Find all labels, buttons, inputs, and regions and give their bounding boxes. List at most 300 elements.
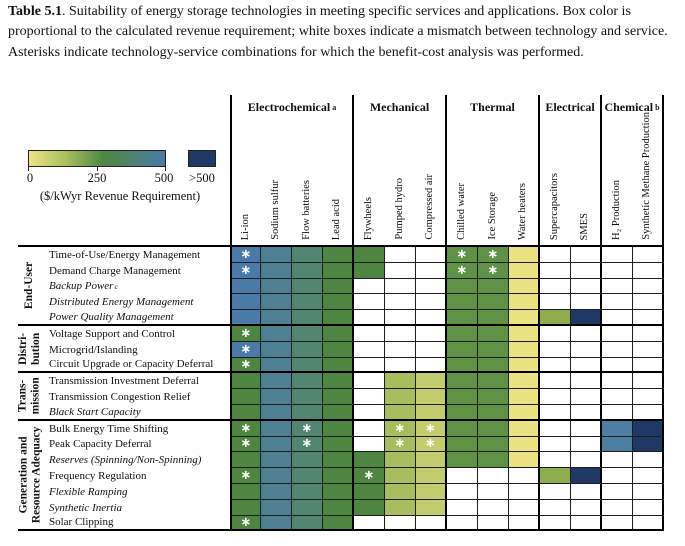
- matrix-cell: [230, 516, 261, 532]
- matrix-cell: [230, 279, 261, 295]
- matrix-cell: [416, 310, 447, 326]
- matrix-cell: [602, 405, 633, 421]
- row-label: Transmission Investment Deferral: [49, 375, 199, 388]
- column-header-label: Supercapacitors: [549, 172, 561, 240]
- matrix-cell: [292, 452, 323, 468]
- matrix-cell: [633, 389, 664, 405]
- group-label: [18, 326, 42, 373]
- column-header: [261, 119, 292, 247]
- matrix-cell: [478, 326, 509, 342]
- matrix-cell: [323, 452, 354, 468]
- asterisk-marker: ∗: [240, 436, 252, 452]
- matrix-cell: [230, 437, 261, 453]
- matrix-cell: [571, 421, 602, 437]
- asterisk-marker: ∗: [240, 420, 252, 436]
- matrix-cell: [509, 405, 540, 421]
- matrix-cell: [261, 452, 292, 468]
- matrix-cell: [261, 326, 292, 342]
- matrix-cell: [602, 342, 633, 358]
- matrix-cell: [509, 468, 540, 484]
- matrix-cell: [385, 342, 416, 358]
- group-label: [18, 247, 42, 326]
- category-header: Thermal: [447, 95, 540, 119]
- column-header: [230, 119, 261, 247]
- matrix-cell: [416, 389, 447, 405]
- table-caption: [8, 2, 678, 63]
- matrix-cell: [509, 484, 540, 500]
- matrix-cell: [385, 405, 416, 421]
- matrix-cell: [540, 516, 571, 532]
- matrix-cell: [292, 405, 323, 421]
- matrix-cell: [261, 342, 292, 358]
- matrix-cell: [230, 452, 261, 468]
- matrix-cell: [323, 405, 354, 421]
- matrix-cell: [323, 263, 354, 279]
- matrix-cell: [354, 484, 385, 500]
- matrix-cell: [602, 263, 633, 279]
- table-caption-number: Table 5.1: [8, 4, 62, 19]
- matrix-cell: [633, 263, 664, 279]
- matrix-cell: [602, 326, 633, 342]
- matrix-cell: [571, 279, 602, 295]
- matrix-cell: [230, 468, 261, 484]
- matrix-cell: [261, 358, 292, 374]
- matrix-cell: [478, 294, 509, 310]
- matrix-cell: [571, 310, 602, 326]
- matrix-cell: [385, 247, 416, 263]
- matrix-cell: [633, 452, 664, 468]
- column-header: [602, 119, 633, 247]
- matrix-cell: [292, 516, 323, 532]
- asterisk-marker: ∗: [301, 420, 313, 436]
- legend-label-min: 0: [26, 171, 34, 185]
- legend-label-mid: 250: [87, 171, 107, 185]
- matrix-cell: [261, 437, 292, 453]
- table-caption-text: . Suitability of energy storage technologies in meeting specific services and applications. Box color is proportional to the calculated revenue requirement; white boxes indicate a mismatch between technology and service. Asterisks indicate technology-service combinations for which the benefit-cost analysis was performed.: [8, 4, 668, 60]
- matrix-cell: [385, 263, 416, 279]
- matrix-cell: [230, 373, 261, 389]
- matrix-cell: [602, 421, 633, 437]
- matrix-cell: [478, 358, 509, 374]
- column-header-label: Flow batteries: [301, 180, 313, 240]
- matrix-cell: [292, 310, 323, 326]
- matrix-cell: [602, 516, 633, 532]
- column-header: [540, 119, 571, 247]
- matrix-cell: [323, 500, 354, 516]
- matrix-cell: [540, 310, 571, 326]
- column-header-label: Lead acid: [331, 198, 343, 240]
- matrix-cell: [633, 468, 664, 484]
- matrix-cell: [385, 516, 416, 532]
- matrix-cell: [292, 500, 323, 516]
- matrix-cell: [261, 484, 292, 500]
- matrix-cell: [354, 452, 385, 468]
- matrix-cell: [633, 326, 664, 342]
- matrix-cell: [540, 389, 571, 405]
- matrix-cell: [509, 421, 540, 437]
- asterisk-marker: ∗: [240, 356, 252, 372]
- matrix-cell: [540, 263, 571, 279]
- matrix-cell: [478, 484, 509, 500]
- matrix-cell: [261, 516, 292, 532]
- row-label: Transmission Congestion Relief: [49, 391, 191, 404]
- matrix-cell: [416, 484, 447, 500]
- column-header-label: Flywheels: [363, 196, 375, 240]
- matrix-cell: [354, 389, 385, 405]
- matrix-cell: [292, 468, 323, 484]
- matrix-cell: [540, 437, 571, 453]
- matrix-cell: [323, 310, 354, 326]
- asterisk-marker: ∗: [456, 246, 468, 262]
- matrix-cell: [416, 437, 447, 453]
- matrix-cell: [354, 310, 385, 326]
- asterisk-marker: ∗: [363, 468, 375, 484]
- matrix-cell: [540, 484, 571, 500]
- matrix-cell: [230, 342, 261, 358]
- group-label-text: Trans- mission: [17, 377, 43, 415]
- matrix-cell: [509, 342, 540, 358]
- row-label: Synthetic Inertia: [49, 501, 123, 514]
- row-label: Solar Clipping: [42, 516, 230, 532]
- matrix-cell: [509, 326, 540, 342]
- matrix-cell: [292, 389, 323, 405]
- matrix-cell: [385, 310, 416, 326]
- matrix-cell: [509, 263, 540, 279]
- matrix-cell: [633, 405, 664, 421]
- matrix-cell: [509, 516, 540, 532]
- row-label: Bulk Energy Time Shifting: [49, 422, 169, 435]
- matrix-cell: [509, 500, 540, 516]
- matrix-cell: [261, 310, 292, 326]
- column-header: [385, 119, 416, 247]
- matrix-cell: [509, 310, 540, 326]
- matrix-cell: [323, 342, 354, 358]
- matrix-cell: [540, 421, 571, 437]
- matrix-cell: [416, 500, 447, 516]
- matrix-cell: [602, 484, 633, 500]
- matrix-cell: [230, 263, 261, 279]
- matrix-cell: [447, 263, 478, 279]
- asterisk-marker: ∗: [425, 436, 436, 452]
- matrix-cell: [354, 279, 385, 295]
- category-header: Mechanical: [354, 95, 447, 119]
- matrix-cell: [447, 500, 478, 516]
- matrix-cell: [540, 279, 571, 295]
- matrix-cell: [292, 421, 323, 437]
- matrix-cell: [571, 342, 602, 358]
- matrix-cell: [230, 405, 261, 421]
- column-header: [323, 119, 354, 247]
- column-header-label: Sodium sulfur: [270, 180, 282, 240]
- matrix-cell: [478, 389, 509, 405]
- column-header: [571, 119, 602, 247]
- matrix-cell: [633, 516, 664, 532]
- matrix-cell: [354, 326, 385, 342]
- matrix-cell: [261, 373, 292, 389]
- suitability-matrix: [18, 95, 664, 531]
- matrix-cell: [447, 468, 478, 484]
- matrix-cell: [416, 358, 447, 374]
- matrix-cell: [447, 421, 478, 437]
- matrix-cell: [385, 294, 416, 310]
- matrix-cell: [416, 516, 447, 532]
- matrix-cell: [416, 326, 447, 342]
- row-label: Peak Capacity Deferral: [49, 438, 152, 451]
- row-label: Distributed Energy Management: [49, 296, 194, 309]
- matrix-cell: [509, 389, 540, 405]
- row-label: Power Quality Management: [42, 310, 230, 326]
- asterisk-marker: ∗: [456, 262, 468, 278]
- matrix-cell: [261, 389, 292, 405]
- matrix-cell: [478, 405, 509, 421]
- matrix-cell: [447, 437, 478, 453]
- matrix-cell: [416, 452, 447, 468]
- asterisk-marker: ∗: [487, 246, 499, 262]
- matrix-cell: [478, 310, 509, 326]
- asterisk-marker: ∗: [240, 325, 252, 341]
- matrix-cell: [416, 405, 447, 421]
- asterisk-marker: ∗: [240, 246, 252, 262]
- column-header-label: Chilled water: [456, 183, 468, 240]
- matrix-cell: [261, 421, 292, 437]
- matrix-cell: [478, 373, 509, 389]
- matrix-cell: [633, 437, 664, 453]
- matrix-cell: [602, 247, 633, 263]
- matrix-cell: [323, 294, 354, 310]
- matrix-cell: [323, 437, 354, 453]
- matrix-cell: [416, 342, 447, 358]
- matrix-cell: [354, 247, 385, 263]
- matrix-cell: [447, 342, 478, 358]
- matrix-cell: [323, 468, 354, 484]
- matrix-cell: [323, 247, 354, 263]
- matrix-cell: [447, 389, 478, 405]
- matrix-cell: [571, 294, 602, 310]
- matrix-cell: [292, 342, 323, 358]
- column-header: [292, 119, 323, 247]
- matrix-cell: [416, 373, 447, 389]
- matrix-cell: [292, 326, 323, 342]
- matrix-cell: [571, 247, 602, 263]
- column-header: [509, 119, 540, 247]
- matrix-cell: [602, 358, 633, 374]
- matrix-cell: [478, 263, 509, 279]
- matrix-cell: [447, 452, 478, 468]
- column-header-label: Pumped hydro: [394, 178, 406, 240]
- matrix-cell: [602, 389, 633, 405]
- matrix-cell: [354, 437, 385, 453]
- matrix-cell: [447, 294, 478, 310]
- matrix-cell: [571, 389, 602, 405]
- matrix-cell: [385, 437, 416, 453]
- column-header: [447, 119, 478, 247]
- asterisk-marker: ∗: [487, 262, 499, 278]
- legend-label-over: >500: [189, 171, 215, 185]
- matrix-cell: [323, 516, 354, 532]
- matrix-cell: [292, 358, 323, 374]
- matrix-cell: [509, 452, 540, 468]
- row-label: Black Start Capacity: [42, 405, 230, 421]
- group-label: [18, 373, 42, 420]
- matrix-cell: [385, 500, 416, 516]
- matrix-cell: [571, 263, 602, 279]
- category-header: Electrical: [540, 95, 602, 119]
- matrix-cell: [509, 294, 540, 310]
- matrix-cell: [230, 310, 261, 326]
- row-label: Reserves (Spinning/Non-Spinning): [49, 454, 202, 467]
- column-header: [416, 119, 447, 247]
- matrix-cell: [385, 279, 416, 295]
- matrix-cell: [416, 468, 447, 484]
- group-label: [18, 421, 42, 532]
- row-label: Voltage Support and Control: [49, 327, 175, 340]
- matrix-cell: [478, 500, 509, 516]
- matrix-cell: [230, 247, 261, 263]
- matrix-cell: [602, 468, 633, 484]
- matrix-cell: [416, 279, 447, 295]
- matrix-cell: [571, 500, 602, 516]
- matrix-cell: [509, 247, 540, 263]
- matrix-cell: [633, 247, 664, 263]
- matrix-cell: [571, 452, 602, 468]
- matrix-cell: [540, 342, 571, 358]
- matrix-cell: [633, 421, 664, 437]
- matrix-cell: [478, 452, 509, 468]
- matrix-cell: [385, 484, 416, 500]
- matrix-cell: [354, 294, 385, 310]
- matrix-cell: [478, 342, 509, 358]
- matrix-cell: [292, 247, 323, 263]
- matrix-cell: [602, 452, 633, 468]
- matrix-cell: [292, 484, 323, 500]
- matrix-cell: [540, 373, 571, 389]
- matrix-cell: [540, 468, 571, 484]
- matrix-cell: [292, 294, 323, 310]
- matrix-cell: [385, 389, 416, 405]
- matrix-cell: [633, 310, 664, 326]
- matrix-cell: [416, 247, 447, 263]
- matrix-cell: [633, 294, 664, 310]
- matrix-cell: [230, 484, 261, 500]
- matrix-cell: [230, 294, 261, 310]
- matrix-cell: [447, 373, 478, 389]
- matrix-cell: [540, 326, 571, 342]
- matrix-cell: [323, 279, 354, 295]
- matrix-cell: [385, 468, 416, 484]
- matrix-cell: [230, 389, 261, 405]
- matrix-cell: [633, 484, 664, 500]
- column-header: [354, 119, 385, 247]
- legend-units-label: ($/kWyr Revenue Requirement): [39, 189, 201, 203]
- matrix-cell: [323, 389, 354, 405]
- matrix-cell: [633, 500, 664, 516]
- matrix-cell: [571, 405, 602, 421]
- matrix-cell: [354, 468, 385, 484]
- row-label: Frequency Regulation: [49, 470, 147, 483]
- matrix-cell: [478, 421, 509, 437]
- matrix-cell: [447, 279, 478, 295]
- legend-label-max: 500: [154, 171, 174, 185]
- matrix-cell: [602, 500, 633, 516]
- matrix-cell: [230, 326, 261, 342]
- matrix-cell: [354, 358, 385, 374]
- matrix-cell: [385, 326, 416, 342]
- matrix-cell: [447, 516, 478, 532]
- matrix-cell: [540, 294, 571, 310]
- matrix-cell: [447, 310, 478, 326]
- matrix-cell: [571, 373, 602, 389]
- column-header: [478, 119, 509, 247]
- matrix-cell: [261, 263, 292, 279]
- matrix-cell: [323, 358, 354, 374]
- matrix-cell: [447, 405, 478, 421]
- matrix-cell: [416, 294, 447, 310]
- matrix-cell: [447, 326, 478, 342]
- category-header: Electrochemical a: [230, 95, 354, 119]
- group-label-text: Generation and Resource Adequacy: [17, 426, 43, 524]
- matrix-cell: [633, 373, 664, 389]
- group-label-text: End-User: [23, 261, 36, 310]
- matrix-cell: [602, 294, 633, 310]
- matrix-cell: [354, 421, 385, 437]
- matrix-cell: [261, 294, 292, 310]
- matrix-cell: [292, 279, 323, 295]
- matrix-cell: [323, 326, 354, 342]
- group-label-text: Distri- bution: [17, 332, 42, 365]
- matrix-cell: [633, 279, 664, 295]
- matrix-cell: [478, 468, 509, 484]
- column-header: [633, 112, 664, 247]
- matrix-cell: [602, 279, 633, 295]
- matrix-cell: [478, 437, 509, 453]
- matrix-cell: [261, 468, 292, 484]
- matrix-cell: [602, 373, 633, 389]
- row-label: Demand Charge Management: [49, 264, 181, 277]
- row-label: Backup Power c: [49, 280, 118, 293]
- category-header: Chemical b: [602, 95, 664, 119]
- matrix-cell: [323, 373, 354, 389]
- matrix-cell: [230, 358, 261, 374]
- matrix-cell: [509, 437, 540, 453]
- matrix-cell: [571, 484, 602, 500]
- asterisk-marker: ∗: [240, 341, 252, 357]
- asterisk-marker: ∗: [240, 514, 252, 530]
- matrix-cell: [354, 405, 385, 421]
- matrix-cell: [509, 279, 540, 295]
- matrix-cell: [540, 247, 571, 263]
- matrix-cell: [540, 452, 571, 468]
- matrix-cell: [292, 373, 323, 389]
- matrix-cell: [447, 358, 478, 374]
- matrix-cell: [292, 437, 323, 453]
- column-header-label: SMES: [579, 212, 591, 240]
- matrix-cell: [261, 247, 292, 263]
- matrix-cell: [230, 421, 261, 437]
- matrix-cell: [385, 421, 416, 437]
- matrix-cell: [447, 247, 478, 263]
- matrix-cell: [571, 326, 602, 342]
- matrix-cell: [633, 342, 664, 358]
- matrix-cell: [633, 358, 664, 374]
- asterisk-marker: ∗: [240, 468, 252, 484]
- asterisk-marker: ∗: [394, 436, 406, 452]
- row-label: Flexible Ramping: [49, 485, 128, 498]
- matrix-cell: [230, 500, 261, 516]
- matrix-cell: [261, 405, 292, 421]
- matrix-cell: [354, 263, 385, 279]
- row-label: Time-of-Use/Energy Management: [49, 248, 201, 261]
- matrix-cell: [540, 500, 571, 516]
